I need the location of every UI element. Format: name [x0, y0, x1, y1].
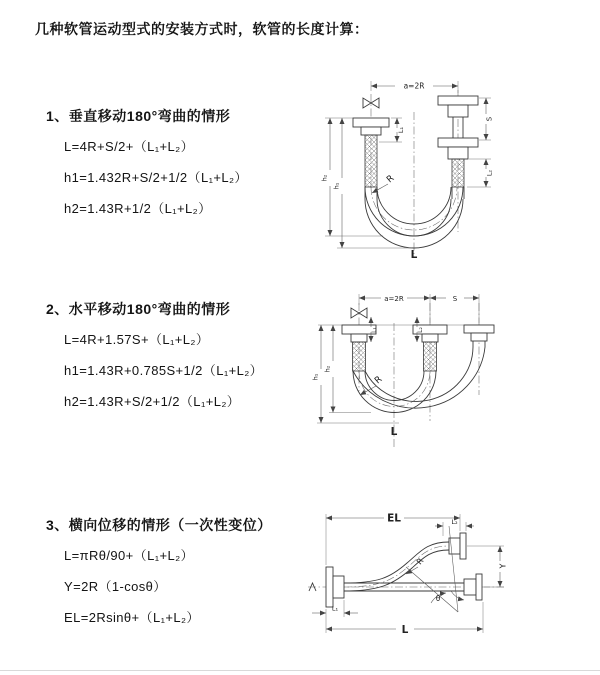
label-el: EL	[387, 512, 401, 525]
formula: Y=2R（1-cosθ）	[64, 579, 167, 594]
dimension-span	[371, 81, 458, 93]
section-2-heading: 2、水平移动180°弯曲的情形	[46, 301, 231, 317]
label-s: S	[485, 116, 494, 122]
section-horizontal-bend	[46, 299, 263, 417]
formula: h1=1.43R+0.785S+1/2（L₁+L₂）	[64, 363, 264, 378]
label-h2: h₂	[323, 365, 332, 373]
section-vertical-bend	[46, 106, 248, 224]
label-radius: R	[414, 556, 426, 567]
diagram-vertical-180-bend	[311, 70, 583, 262]
label-l2: L₂	[451, 518, 458, 526]
page-title: 几种软管运动型式的安装方式时，软管的长度计算：	[35, 21, 369, 37]
dimension-l1	[371, 317, 378, 342]
formula: L=4R+S/2+（L₁+L₂）	[64, 139, 195, 154]
dimension-span	[359, 294, 479, 323]
section-lateral-displacement	[46, 515, 272, 633]
label-l1: L₁	[397, 126, 405, 134]
label-l1: L₁	[371, 327, 378, 333]
label-length: L	[390, 426, 398, 438]
radius-callout	[360, 375, 384, 395]
diagram-lateral-displacement	[300, 505, 597, 645]
fixed-flange	[353, 118, 389, 187]
label-l2: L₂	[417, 327, 424, 333]
moving-flange-positions	[438, 96, 478, 187]
label-length: L	[401, 624, 409, 636]
label-span: a=2R	[384, 295, 404, 303]
label-theta: θ	[435, 594, 441, 603]
page-bottom-rule	[0, 670, 600, 671]
formula: h2=1.43R+S/2+1/2（L₁+L₂）	[64, 394, 241, 409]
label-l1: L₁	[331, 604, 339, 613]
dimension-stroke-s	[479, 98, 494, 140]
hose-u-bend	[365, 187, 464, 248]
formula: h2=1.43R+1/2（L₁+L₂）	[64, 201, 212, 216]
formula: L=πRθ/90+（L₁+L₂）	[64, 548, 194, 563]
dimension-l	[326, 602, 483, 636]
diagram-horizontal-180-bend	[307, 283, 596, 458]
label-radius: R	[373, 374, 385, 387]
label-h2: h₂	[320, 174, 329, 182]
label-h1: h₁	[332, 182, 341, 190]
section-1-heading: 1、垂直移动180°弯曲的情形	[46, 108, 231, 124]
hose-displaced-position	[344, 533, 466, 591]
label-span: a=2R	[403, 81, 425, 91]
fixed-flange	[326, 567, 344, 607]
dimension-l2	[467, 159, 494, 187]
dimension-l2	[435, 518, 474, 536]
centerlines	[371, 90, 458, 254]
section-3-heading: 3、横向位移的情形（一次性变位）	[46, 517, 272, 533]
formula: L=4R+1.57S+（L₁+L₂）	[64, 332, 210, 347]
formula: EL=2Rsinθ+（L₁+L₂）	[64, 610, 200, 625]
label-h1: h₁	[311, 373, 320, 381]
dimension-l1	[312, 600, 358, 617]
label-length: L	[410, 249, 418, 261]
dimension-el	[326, 513, 460, 566]
label-radius: R	[385, 173, 397, 186]
formula: h1=1.432R+S/2+1/2（L₁+L₂）	[64, 170, 248, 185]
label-y: Y	[498, 563, 508, 569]
label-l2: L₂	[485, 169, 494, 177]
label-s: S	[452, 295, 458, 303]
